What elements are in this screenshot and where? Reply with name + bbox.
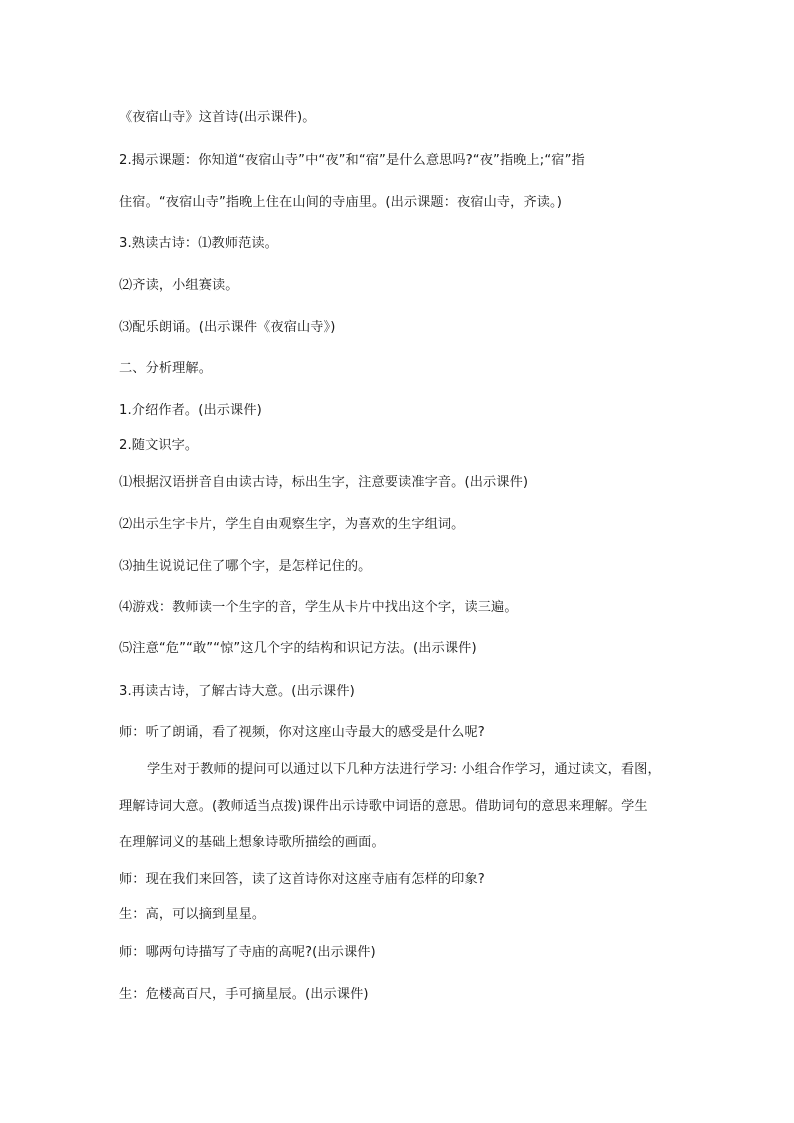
text-line: ⑵齐读，小组赛读。 <box>119 278 239 293</box>
text-line: 生：高，可以摘到星星。 <box>119 907 266 922</box>
text-line: 理解诗词大意。(教师适当点拨)课件出示诗歌中词语的意思。借助词句的意思来理解。学生 <box>119 799 648 814</box>
text-line: ⑶抽生说说记住了哪个字，是怎样记住的。 <box>119 559 372 574</box>
text-line: ⑵出示生字卡片，学生自由观察生字，为喜欢的生字组词。 <box>119 517 465 532</box>
text-line: 师：听了朗诵，看了视频，你对这座山寺最大的感受是什么呢? <box>119 725 485 740</box>
text-line: 3.再读古诗，了解古诗大意。(出示课件) <box>119 684 355 699</box>
text-line: 3.熟读古诗：⑴教师范读。 <box>119 236 278 251</box>
text-line: 学生对于教师的提问可以通过以下几种方法进行学习: 小组合作学习，通过读文，看图， <box>147 762 661 777</box>
text-line: 《夜宿山寺》这首诗(出示课件)。 <box>119 110 316 125</box>
text-line: 2.揭示课题：你知道“夜宿山寺”中“夜”和“宿”是什么意思吗?“夜”指晚上;“宿”指 <box>119 153 585 168</box>
text-line: 生：危楼高百尺，手可摘星辰。(出示课件) <box>119 987 369 1002</box>
text-line: ⑷游戏：教师读一个生字的音，学生从卡片中找出这个字，读三遍。 <box>119 600 518 615</box>
text-line: 师：哪两句诗描写了寺庙的高呢?(出示课件) <box>119 945 376 960</box>
text-line: ⑸注意“危”“敢”“惊”这几个字的结构和识记方法。(出示课件) <box>119 641 477 656</box>
text-line: 2.随文识字。 <box>119 438 199 453</box>
text-line: 住宿。“夜宿山寺”指晚上住在山间的寺庙里。(出示课题：夜宿山寺，齐读。) <box>119 195 562 210</box>
section-heading: 二、分析理解。 <box>119 361 213 376</box>
text-line: 师：现在我们来回答，读了这首诗你对这座寺庙有怎样的印象? <box>119 872 485 887</box>
text-line: 1.介绍作者。(出示课件) <box>119 403 262 418</box>
text-line: ⑶配乐朗诵。(出示课件《夜宿山寺》) <box>119 320 336 335</box>
text-line: ⑴根据汉语拼音自由读古诗，标出生字，注意要读准字音。(出示课件) <box>119 475 529 490</box>
text-line: 在理解词义的基础上想象诗歌所描绘的画面。 <box>119 835 385 850</box>
